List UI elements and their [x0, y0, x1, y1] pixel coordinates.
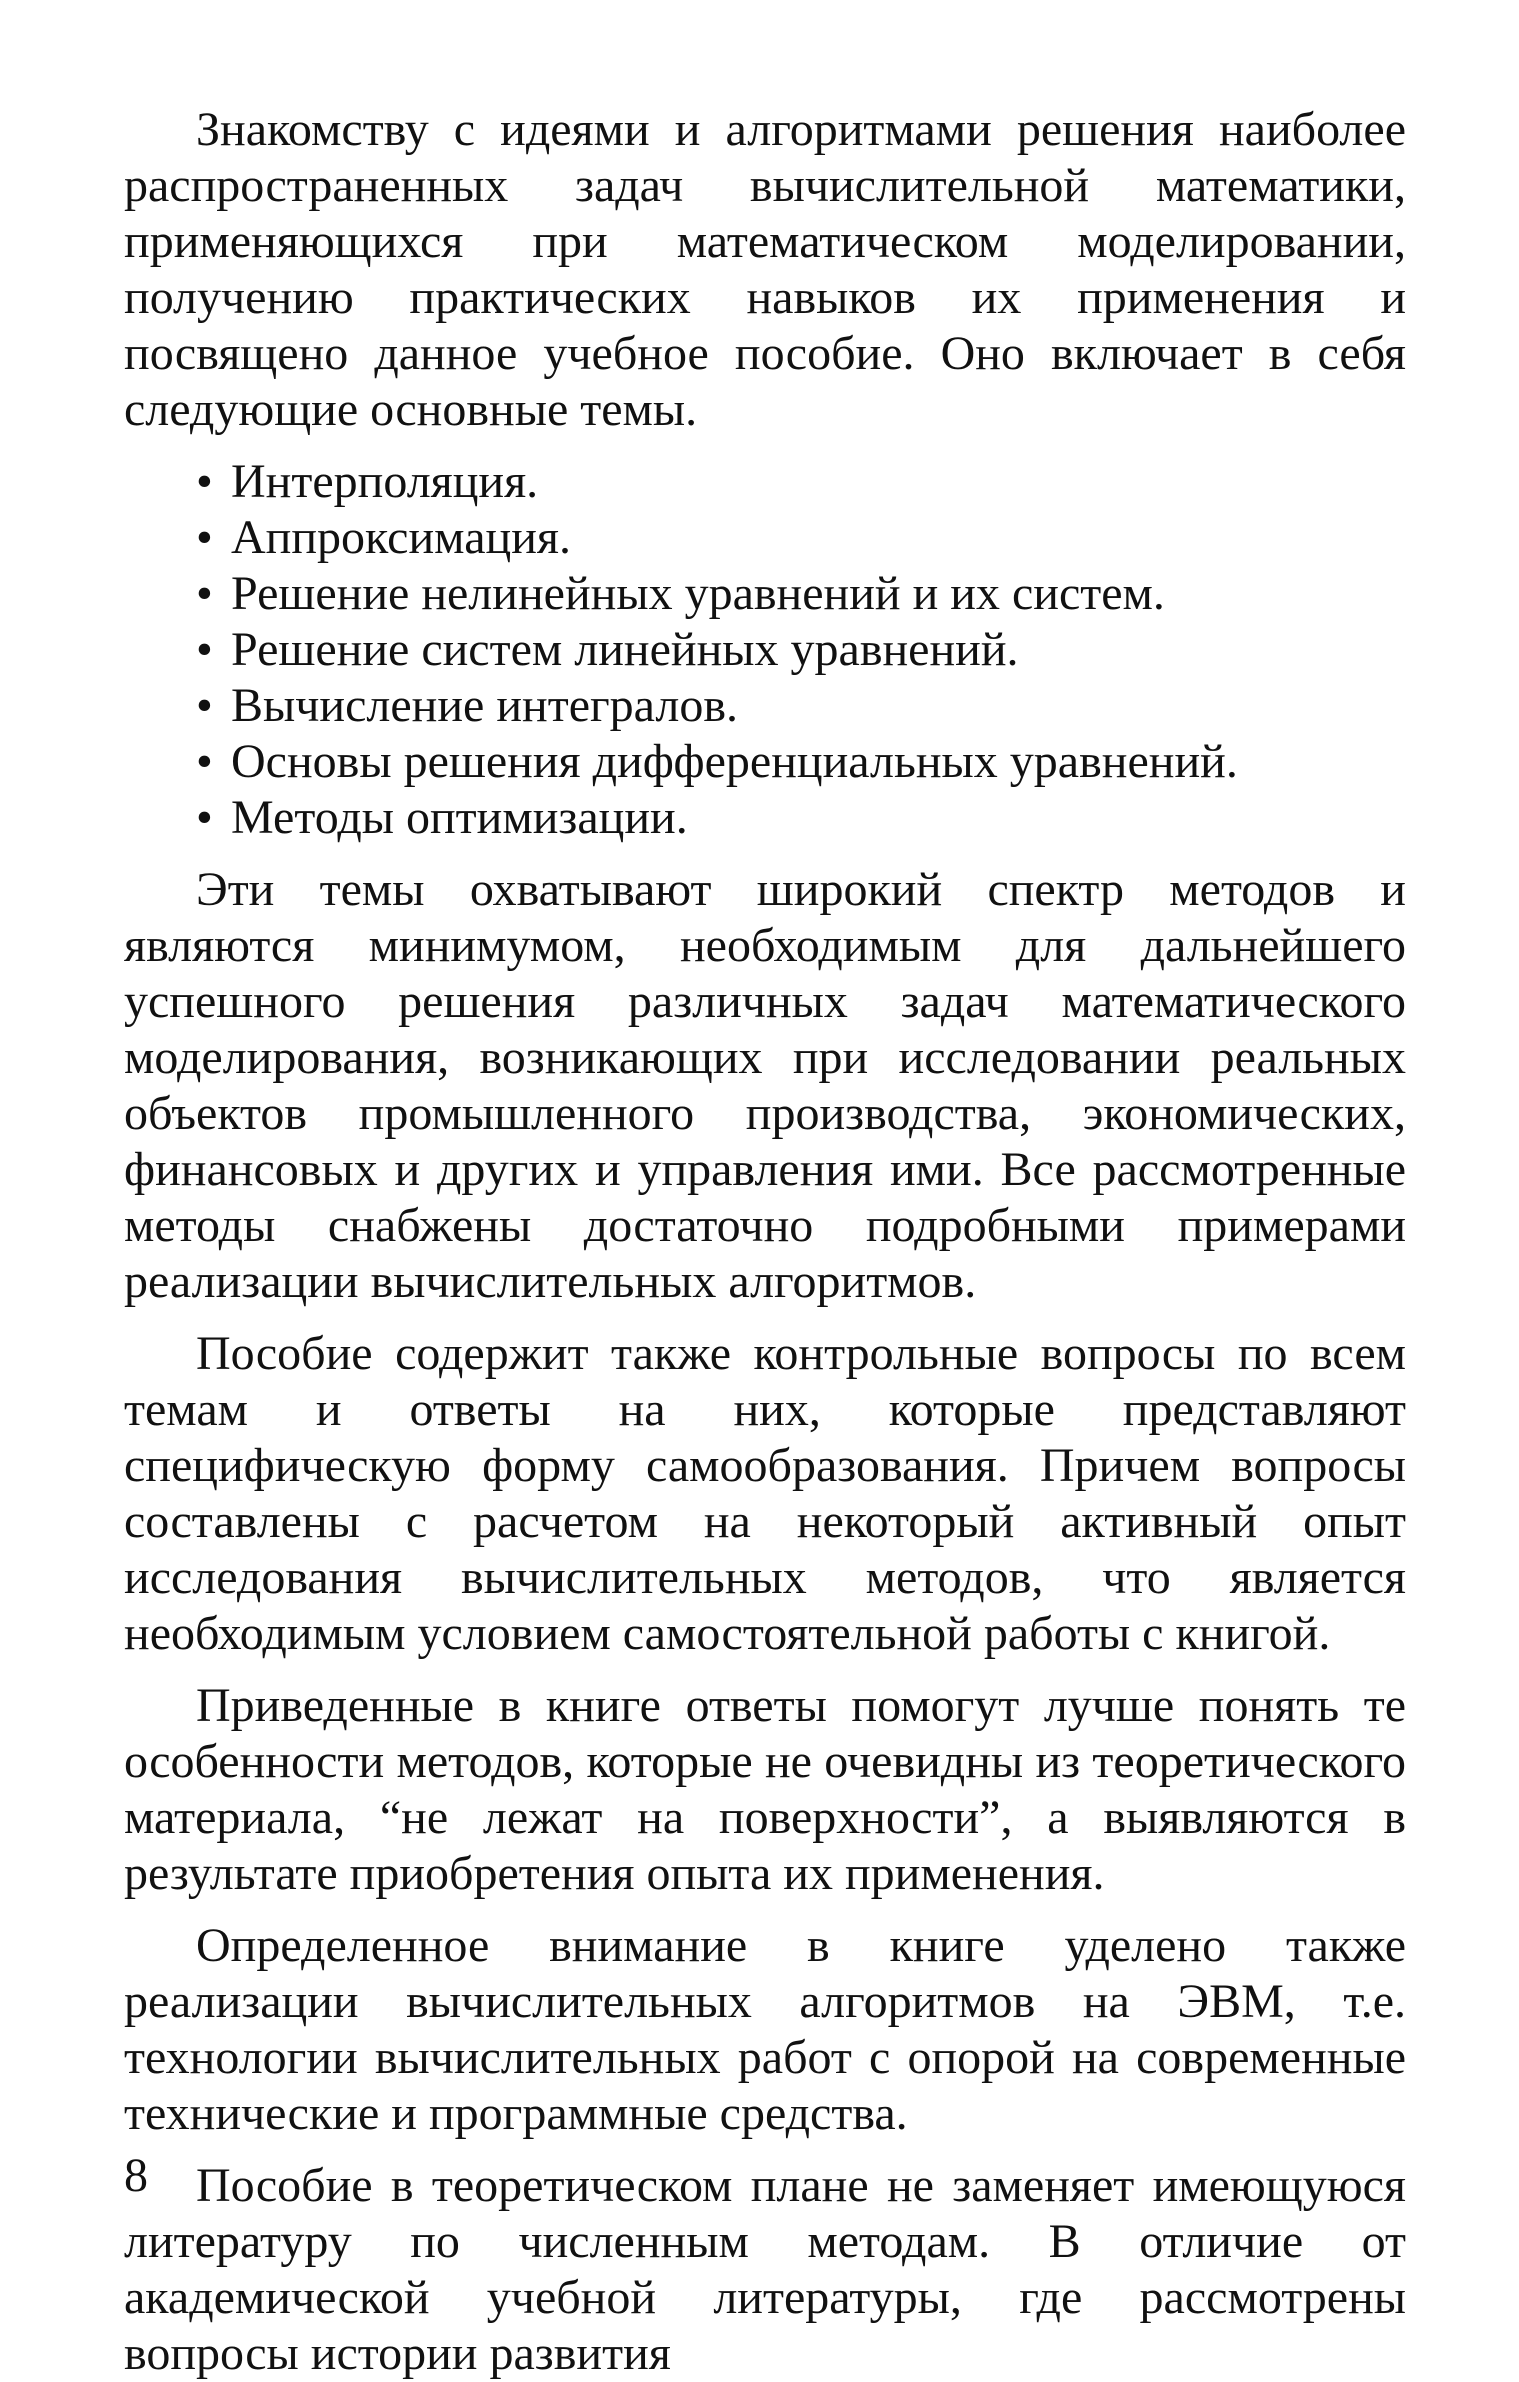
- page-body: [124, 102, 1406, 2382]
- body-paragraph: Приведенные в книге ответы помогут лучше понять те особенности методов, которые не очевидны из теоретического материала, “не лежат на поверхности”, а выявляются в результате приобретения опыта их применения.: [124, 1679, 1406, 1900]
- body-paragraph: Определенное внимание в книге уделено также реализации вычислительных алгоритмов на ЭВМ, т.е. технологии вычислительных работ с опорой на современные технические и программные средства.: [124, 1919, 1406, 2140]
- body-paragraph: Пособие содержит также контрольные вопросы по всем темам и ответы на них, которые представляют специфическую форму самообразования. Причем вопросы составлены с расчетом на некоторый активный опыт исследования вычислительных методов, что является необходимым условием самостоятельной работы с книгой.: [124, 1327, 1406, 1660]
- topic-item: • Вычисление интегралов.: [124, 678, 1406, 734]
- topics-list: [124, 454, 1406, 846]
- page-number: 8: [124, 2149, 148, 2202]
- intro-paragraph: Знакомству с идеями и алгоритмами решения наиболее распространенных задач вычислительной математики, применяющихся при математическом моделировании, получению практических навыков их применения и посвящено данное учебное пособие. Оно включает в себя следующие основные темы.: [124, 103, 1406, 436]
- topic-item: • Решение нелинейных уравнений и их систем.: [124, 566, 1406, 622]
- topic-item: • Методы оптимизации.: [124, 790, 1406, 846]
- topic-item: • Аппроксимация.: [124, 510, 1406, 566]
- topic-item: • Решение систем линейных уравнений.: [124, 622, 1406, 678]
- body-paragraph: Эти темы охватывают широкий спектр методов и являются минимумом, необходимым для дальнейшего успешного решения различных задач математического моделирования, возникающих при исследовании реальных объектов промышленного производства, экономических, финансовых и других и управления ими. Все рассмотренные методы снабжены достаточно подробными примерами реализации вычислительных алгоритмов.: [124, 863, 1406, 1308]
- topic-item: • Интерполяция.: [124, 454, 1406, 510]
- body-paragraph: Пособие в теоретическом плане не заменяет имеющуюся литературу по численным методам. В отличие от академической учебной литературы, где рассмотрены вопросы истории развития: [124, 2159, 1406, 2380]
- topic-item: • Основы решения дифференциальных уравнений.: [124, 734, 1406, 790]
